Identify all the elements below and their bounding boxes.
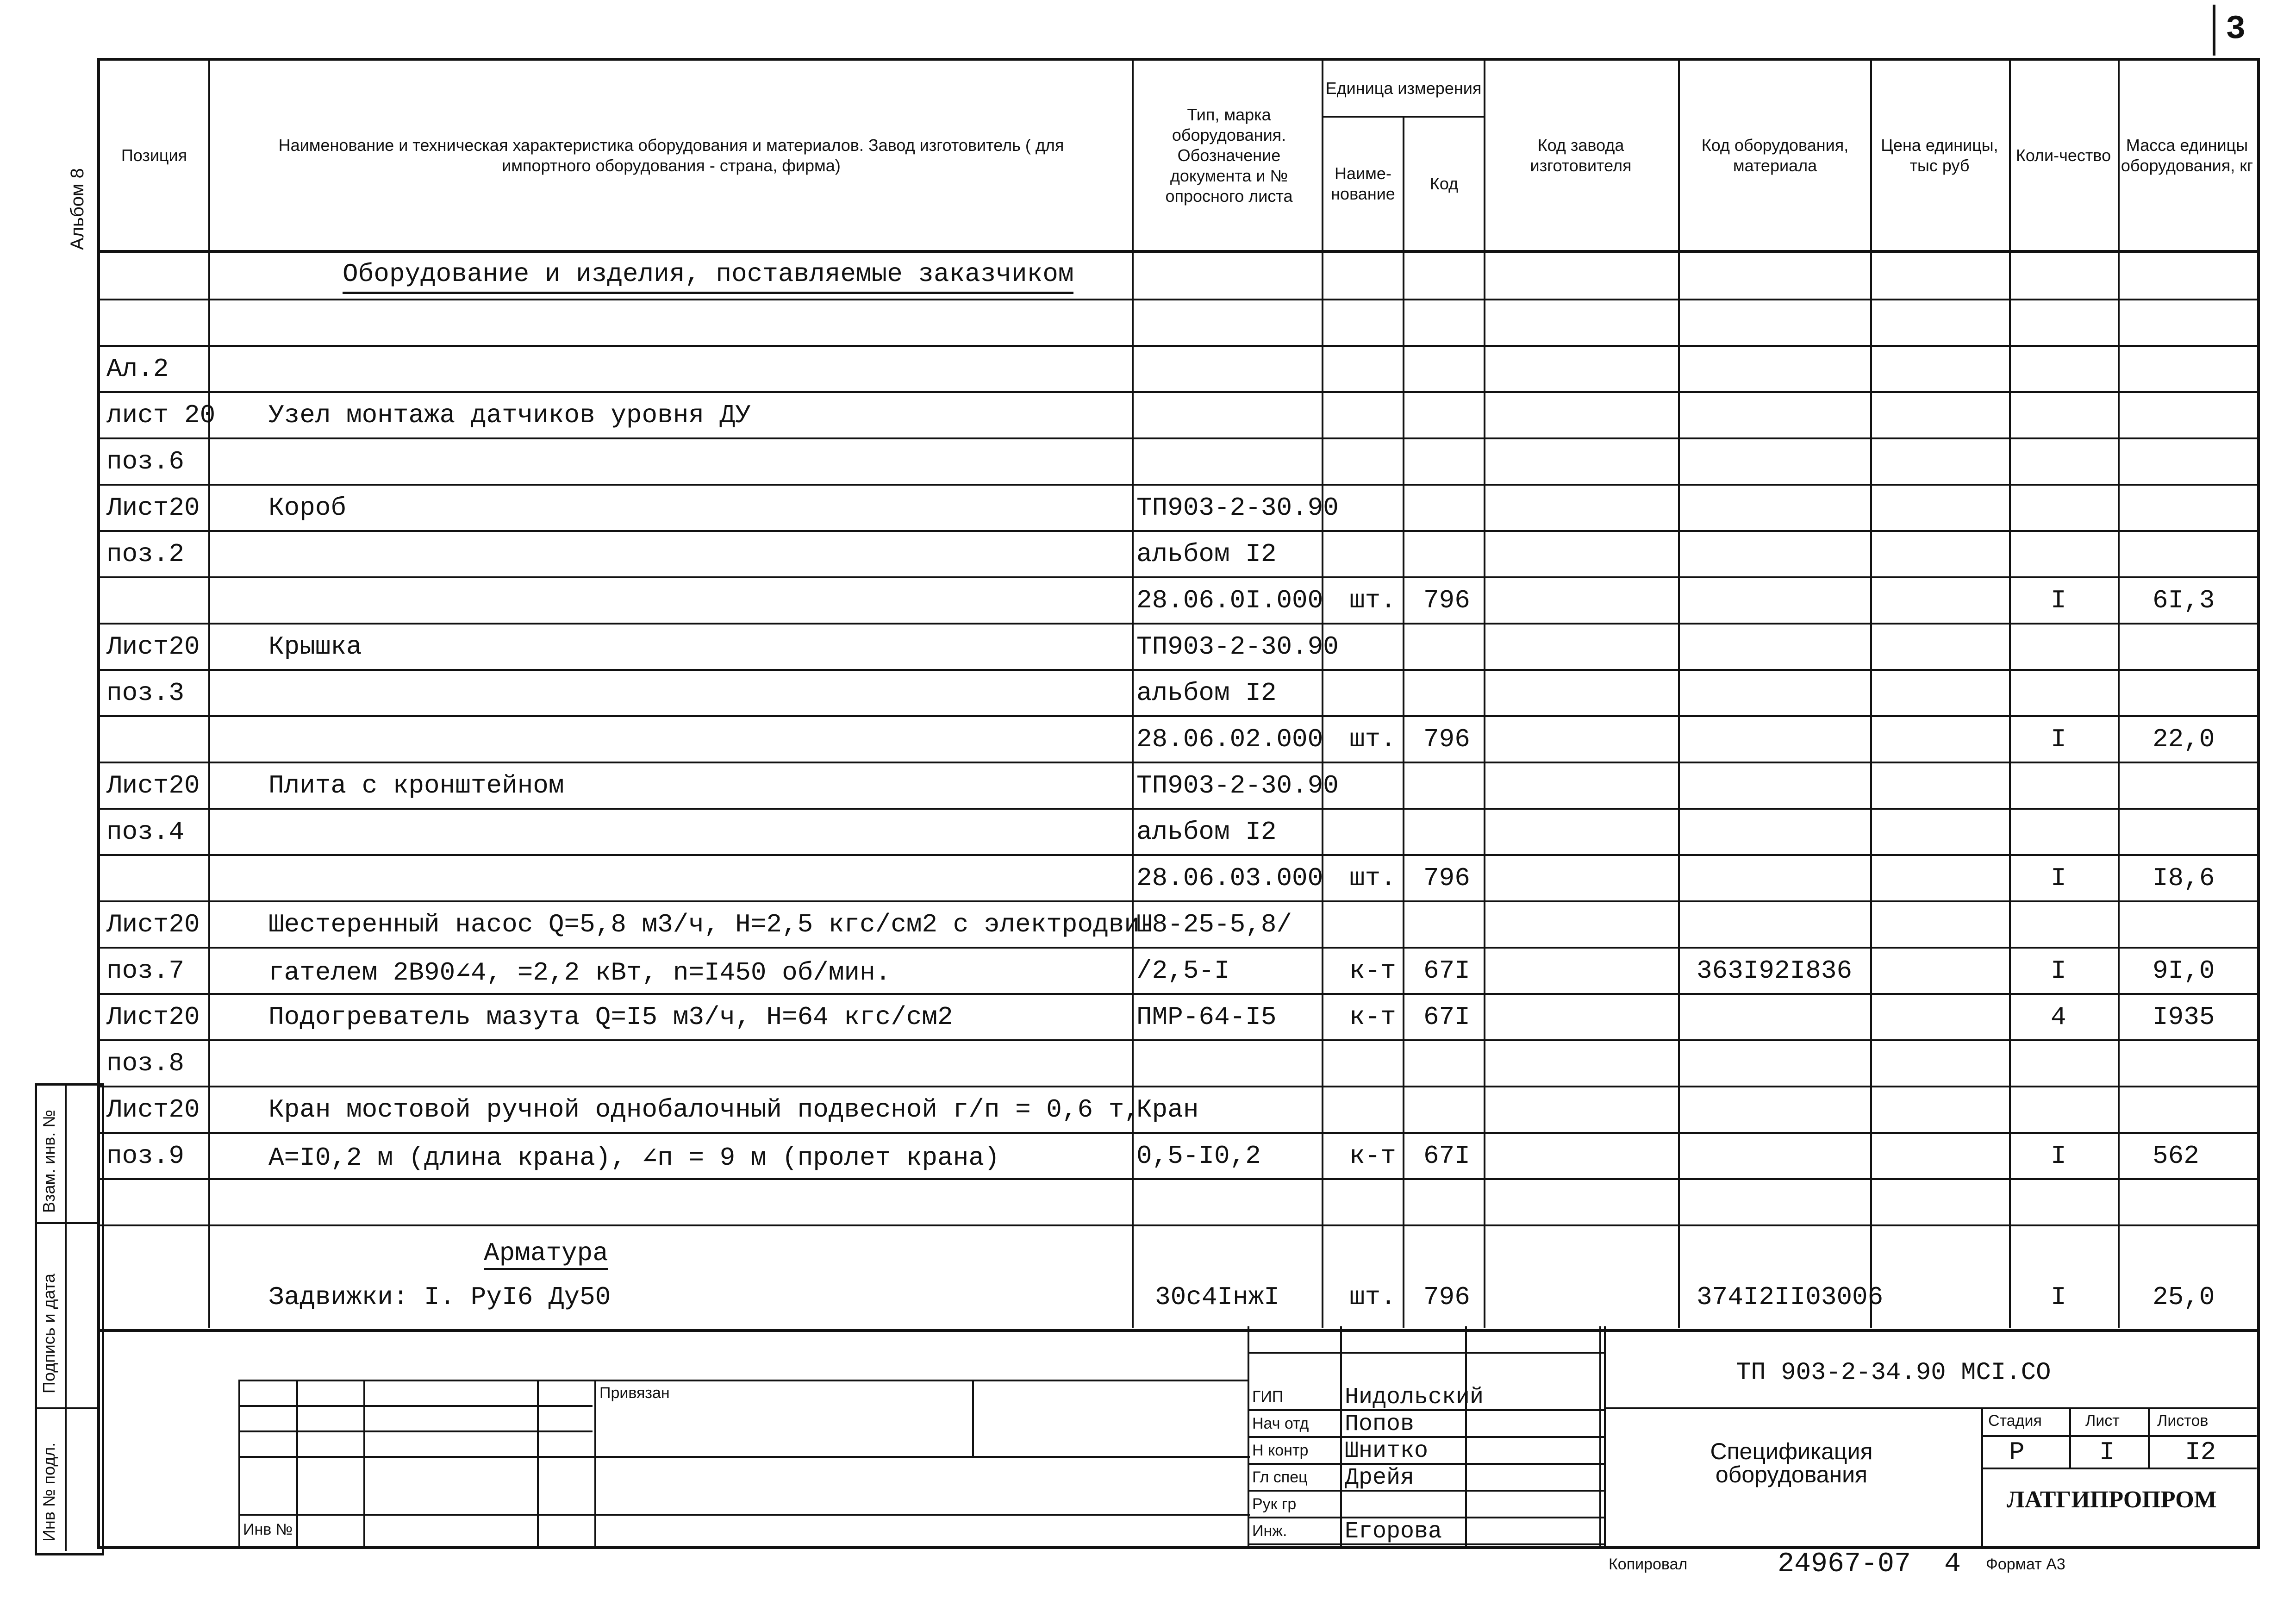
role-name: Нидольский [1345, 1384, 1484, 1411]
cell-mass: I8,6 [2152, 863, 2215, 893]
title-line [1981, 1435, 2257, 1437]
cell-name: Короб [268, 493, 347, 523]
col-header-name: Наименование и техническая характеристика оборудования и материалов. Завод изготовитель ( для импортного оборудования - страна, фирма) [278, 135, 1064, 175]
row-line [97, 391, 2257, 393]
cell-qty: I [2051, 1282, 2066, 1312]
side-stamp-line [35, 1407, 100, 1409]
doc-code: ТП 903-2-34.90 МСI.СО [1736, 1359, 2051, 1387]
col-line [1132, 59, 1134, 1328]
row-line [97, 484, 2257, 486]
cell-position: поз.8 [106, 1049, 185, 1078]
cell-name: гателем 2В90∠4, =2,2 кВт, n=I450 об/мин. [268, 958, 891, 987]
armatura-title: Арматура [484, 1238, 608, 1270]
sheet-label: Лист [2085, 1412, 2120, 1430]
cell-name: Крышка [268, 632, 362, 662]
cell-position: поз.9 [106, 1141, 185, 1171]
cell-code: 796 [1423, 586, 1470, 615]
cell-unit: шт. [1349, 863, 1396, 893]
cell-position: поз.2 [106, 539, 185, 569]
cell-name: Задвижки: I. РуI6 Ду50 [268, 1282, 611, 1312]
cell-name: Подогреватель мазута Q=I5 м3/ч, Н=64 кгс/см2 [268, 1002, 953, 1032]
col-header-factory-code: Код завода изготовителя [1530, 135, 1632, 175]
grid-line [363, 1380, 365, 1546]
side-stamp-line [35, 1222, 100, 1224]
cell-unit: к-т [1349, 1141, 1396, 1171]
cell-position: Лист20 [106, 632, 200, 662]
cell-type: Ш8-25-5,8/ [1136, 910, 1292, 939]
row-line [97, 1178, 2257, 1180]
page-number-box [2213, 5, 2280, 56]
col-line [208, 59, 210, 1328]
cell-position: поз.7 [106, 956, 185, 986]
col-header-unit-name: Наиме-нование [1331, 164, 1395, 203]
cell-type: 0,5-I0,2 [1136, 1141, 1261, 1171]
cell-position: поз.3 [106, 678, 185, 708]
page-number: 3 [2226, 10, 2246, 48]
cell-name: Узел монтажа датчиков уровня ДУ [268, 400, 751, 430]
title-line [2069, 1407, 2071, 1468]
row-line [97, 299, 2257, 300]
grid-line [537, 1380, 539, 1546]
doc-title: Спецификация оборудования [1710, 1438, 1873, 1487]
row-line [97, 1086, 2257, 1087]
cell-type: /2,5-I [1136, 956, 1230, 986]
title-line [1604, 1407, 2257, 1409]
cell-name: А=I0,2 м (длина крана), ∠п = 9 м (пролет крана) [268, 1143, 1000, 1173]
grid-line [238, 1405, 593, 1407]
role-label: Инж. [1252, 1522, 1287, 1540]
side-stamp-inv: Инв № подл. [39, 1442, 58, 1542]
grid-line [238, 1514, 1250, 1516]
cell-position: поз.4 [106, 817, 185, 847]
row-line [97, 530, 2257, 532]
col-header-unit-code: Код [1429, 174, 1459, 193]
col-header-equip-code: Код оборудования, материала [1701, 135, 1849, 175]
inv-no-label: Инв № [243, 1521, 293, 1538]
album-label: Альбом 8 [67, 168, 87, 250]
cell-type: 30с4IнжI [1155, 1282, 1279, 1312]
archive-page: 4 [1944, 1549, 1961, 1580]
grid-line [296, 1380, 298, 1546]
cell-type: Кран [1136, 1095, 1199, 1124]
row-line [97, 993, 2257, 995]
row-line [97, 1039, 2257, 1041]
cell-code: 796 [1423, 1282, 1470, 1312]
cell-type: 28.06.0I.000 [1136, 586, 1323, 615]
cell-type: ТП903-2-30.90 [1136, 771, 1339, 800]
cell-unit: к-т [1349, 956, 1396, 986]
cell-code: 67I [1423, 1002, 1470, 1032]
row-line [97, 345, 2257, 347]
grid-line [238, 1456, 1250, 1458]
sheets-label: Листов [2157, 1412, 2209, 1430]
title-line [2148, 1407, 2150, 1468]
title-line [1981, 1468, 2257, 1469]
role-name: Егорова [1345, 1518, 1442, 1545]
col-header-price: Цена единицы, тыс руб [1881, 135, 1998, 175]
cell-position: Лист20 [106, 771, 200, 800]
cell-position: Лист20 [106, 910, 200, 939]
cell-position: Лист20 [106, 493, 200, 523]
cell-qty: I [2051, 586, 2066, 615]
cell-unit: шт. [1349, 725, 1396, 754]
role-label: ГИП [1252, 1388, 1284, 1405]
row-line [97, 947, 2257, 949]
section-title: Оборудование и изделия, поставляемые заказчиком [343, 259, 1073, 294]
role-label: Гл спец [1252, 1468, 1308, 1486]
format-label: Формат А3 [1986, 1555, 2065, 1573]
cell-code: 796 [1423, 725, 1470, 754]
copied-label: Копировал [1609, 1555, 1688, 1573]
role-label: Нач отд [1252, 1415, 1309, 1432]
row-line [97, 1224, 2257, 1226]
cell-type: альбом I2 [1136, 817, 1277, 847]
cell-code: 67I [1423, 956, 1470, 986]
archive-number: 24967-07 [1778, 1549, 1911, 1580]
cell-type: ПМР-64-I5 [1136, 1002, 1277, 1032]
cell-position: Лист20 [106, 1095, 200, 1124]
cell-type: ТП903-2-30.90 [1136, 493, 1339, 523]
row-line [97, 1132, 2257, 1134]
roles-line [1248, 1490, 1604, 1492]
cell-code: 796 [1423, 863, 1470, 893]
cell-qty: I [2051, 863, 2066, 893]
cell-mass: 25,0 [2152, 1282, 2215, 1312]
roles-line [1604, 1326, 1606, 1546]
sheet-value: I [2099, 1437, 2115, 1467]
cell-code: 67I [1423, 1141, 1470, 1171]
side-stamp-vzam: Взам. инв. № [39, 1109, 58, 1213]
col-header-position: Позиция [121, 145, 187, 165]
col-header-qty: Коли-чество [2015, 145, 2111, 165]
cell-mass: 562 [2152, 1141, 2199, 1171]
cell-position: Лист20 [106, 1002, 200, 1032]
row-line [97, 623, 2257, 625]
role-label: Рук гр [1252, 1495, 1297, 1513]
cell-qty: I [2051, 1141, 2066, 1171]
role-label: Н контр [1252, 1442, 1309, 1459]
grid-line [972, 1380, 974, 1456]
stage-value: Р [2009, 1437, 2025, 1467]
row-line [97, 576, 2257, 578]
col-line [1870, 59, 1872, 1328]
side-stamp-podpis: Подпись и дата [39, 1274, 58, 1393]
row-line [97, 854, 2257, 856]
role-name: Дрейя [1345, 1465, 1415, 1491]
cell-unit: шт. [1349, 586, 1396, 615]
org-name: ЛАТГИПРОПРОМ [2007, 1487, 2217, 1513]
cell-equip: 374I2II03006 [1697, 1282, 1884, 1312]
title-line [1981, 1407, 1983, 1546]
cell-mass: I935 [2152, 1002, 2215, 1032]
side-stamp-line [65, 1083, 67, 1551]
cell-mass: 6I,3 [2152, 586, 2215, 615]
cell-type: 28.06.02.000 [1136, 725, 1323, 754]
cell-position: Ал.2 [106, 354, 169, 384]
cell-name: Шестеренный насос Q=5,8 м3/ч, Н=2,5 кгс/см2 с электродви- [268, 910, 1155, 939]
cell-position: лист 20 [106, 400, 216, 430]
cell-equip: 363I92I836 [1697, 956, 1853, 986]
col-line [2009, 59, 2011, 1328]
row-line [97, 715, 2257, 717]
cell-name: Кран мостовой ручной однобалочный подвесной г/п = 0,6 т, [268, 1095, 1140, 1124]
cell-qty: I [2051, 956, 2066, 986]
cell-type: альбом I2 [1136, 539, 1277, 569]
role-name: Шнитко [1345, 1438, 1429, 1464]
row-line [97, 900, 2257, 902]
cell-position: поз.6 [106, 447, 185, 476]
cell-type: ТП903-2-30.90 [1136, 632, 1339, 662]
role-name: Попов [1345, 1411, 1415, 1437]
cell-type: альбом I2 [1136, 678, 1277, 708]
row-line [97, 669, 2257, 671]
stage-label: Стадия [1988, 1412, 2042, 1430]
row-line [97, 808, 2257, 810]
cell-unit: шт. [1349, 1282, 1396, 1312]
col-header-mass: Масса единицы оборудования, кг [2121, 135, 2253, 175]
cell-name: Плита с кронштейном [268, 771, 564, 800]
col-line [1403, 116, 1404, 1328]
cell-qty: I [2051, 725, 2066, 754]
cell-qty: 4 [2051, 1002, 2066, 1032]
cell-unit: к-т [1349, 1002, 1396, 1032]
cell-type: 28.06.03.000 [1136, 863, 1323, 893]
sheets-value: I2 [2185, 1437, 2216, 1467]
grid-line [238, 1430, 593, 1432]
cell-mass: 22,0 [2152, 725, 2215, 754]
col-line [1484, 59, 1485, 1328]
col-header-type: Тип, марка оборудования. Обозначение документа и № опросного листа [1165, 105, 1293, 206]
privyazan-label: Привязан [599, 1384, 670, 1402]
col-header-unit-group: Единица измерения [1325, 78, 1482, 98]
row-line [97, 437, 2257, 439]
roles-line [1248, 1352, 1604, 1354]
cell-mass: 9I,0 [2152, 956, 2215, 986]
grid-line [593, 1380, 1248, 1381]
header-bottom-line [97, 250, 2257, 253]
row-line [97, 762, 2257, 763]
